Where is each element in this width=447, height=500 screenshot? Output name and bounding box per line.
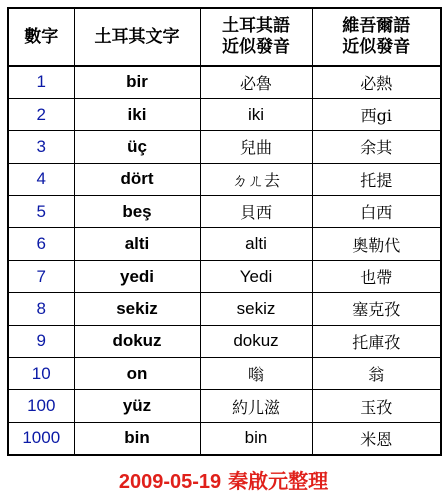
header-uyghur-sound-line2: 近似發音 — [342, 37, 411, 57]
cell-number: 5 — [8, 196, 74, 228]
cell-turkish-sound: iki — [200, 98, 312, 130]
cell-number: 9 — [8, 325, 74, 357]
table-body — [8, 66, 441, 455]
cell-turkish: üç — [74, 131, 200, 163]
cell-turkish-sound: 必魯 — [200, 66, 312, 98]
cell-turkish-sound: sekiz — [200, 293, 312, 325]
cell-number: 100 — [8, 390, 74, 422]
cell-uyghur-sound: 余其 — [312, 131, 441, 163]
header-turkish-sound — [200, 8, 312, 66]
cell-turkish: dokuz — [74, 325, 200, 357]
header-number-label: 數字 — [24, 26, 59, 47]
cell-uyghur-sound: 也帶 — [312, 260, 441, 292]
cell-turkish-sound: 貝西 — [200, 196, 312, 228]
cell-turkish-sound: alti — [200, 228, 312, 260]
table-row — [8, 422, 441, 454]
cell-turkish-sound: Yedi — [200, 260, 312, 292]
cell-turkish: iki — [74, 98, 200, 130]
cell-turkish-sound: 約儿滋 — [200, 390, 312, 422]
cell-turkish: bir — [74, 66, 200, 98]
cell-turkish: bin — [74, 422, 200, 454]
cell-number: 7 — [8, 260, 74, 292]
cell-number: 3 — [8, 131, 74, 163]
cell-number: 4 — [8, 163, 74, 195]
cell-uyghur-sound: 奧勒代 — [312, 228, 441, 260]
header-turkish-sound-line2: 近似發音 — [222, 37, 290, 57]
footer-date: 2009-05-19 — [118, 471, 222, 493]
header-turkish — [74, 8, 200, 66]
header-uyghur-sound-line1: 維吾爾語 — [342, 16, 411, 36]
cell-uyghur-sound: 玉孜 — [312, 390, 441, 422]
header-number — [8, 8, 74, 66]
table-row — [8, 358, 441, 390]
cell-number: 1 — [8, 66, 74, 98]
cell-turkish: sekiz — [74, 293, 200, 325]
cell-turkish: dört — [74, 163, 200, 195]
numbers-table — [7, 7, 442, 456]
cell-turkish-sound: dokuz — [200, 325, 312, 357]
cell-uyghur-sound: 托庫孜 — [312, 325, 441, 357]
cell-turkish: alti — [74, 228, 200, 260]
cell-uyghur-sound: 必熱 — [312, 66, 441, 98]
header-uyghur-sound — [312, 8, 441, 66]
table-row — [8, 260, 441, 292]
cell-number: 2 — [8, 98, 74, 130]
cell-turkish: yüz — [74, 390, 200, 422]
cell-number: 8 — [8, 293, 74, 325]
table-header — [8, 8, 441, 66]
table-row — [8, 325, 441, 357]
cell-number: 1000 — [8, 422, 74, 454]
cell-uyghur-sound: 米恩 — [312, 422, 441, 454]
cell-turkish: beş — [74, 196, 200, 228]
table-row — [8, 293, 441, 325]
table-row — [8, 390, 441, 422]
cell-number: 10 — [8, 358, 74, 390]
cell-uyghur-sound: 白西 — [312, 196, 441, 228]
cell-turkish-sound: ㄉㄦ去 — [200, 163, 312, 195]
cell-turkish-sound: bin — [200, 422, 312, 454]
table-row — [8, 98, 441, 130]
cell-number: 6 — [8, 228, 74, 260]
table-row — [8, 228, 441, 260]
cell-turkish: on — [74, 358, 200, 390]
header-turkish-label: 土耳其文字 — [94, 26, 180, 47]
table-row — [8, 131, 441, 163]
cell-uyghur-sound: 托提 — [312, 163, 441, 195]
header-row — [8, 8, 441, 66]
table-row — [8, 163, 441, 195]
header-turkish-sound-line1: 土耳其語 — [222, 16, 290, 36]
cell-uyghur-sound: 塞克孜 — [312, 293, 441, 325]
table-row — [8, 66, 441, 98]
cell-uyghur-sound: 西gi — [312, 98, 441, 130]
footer-author: 秦啟元整理 — [228, 469, 329, 493]
cell-turkish-sound: 嗡 — [200, 358, 312, 390]
cell-turkish: yedi — [74, 260, 200, 292]
cell-uyghur-sound: 翁 — [312, 358, 441, 390]
footer-credit — [0, 468, 447, 495]
cell-turkish-sound: 兒曲 — [200, 131, 312, 163]
table-row — [8, 196, 441, 228]
